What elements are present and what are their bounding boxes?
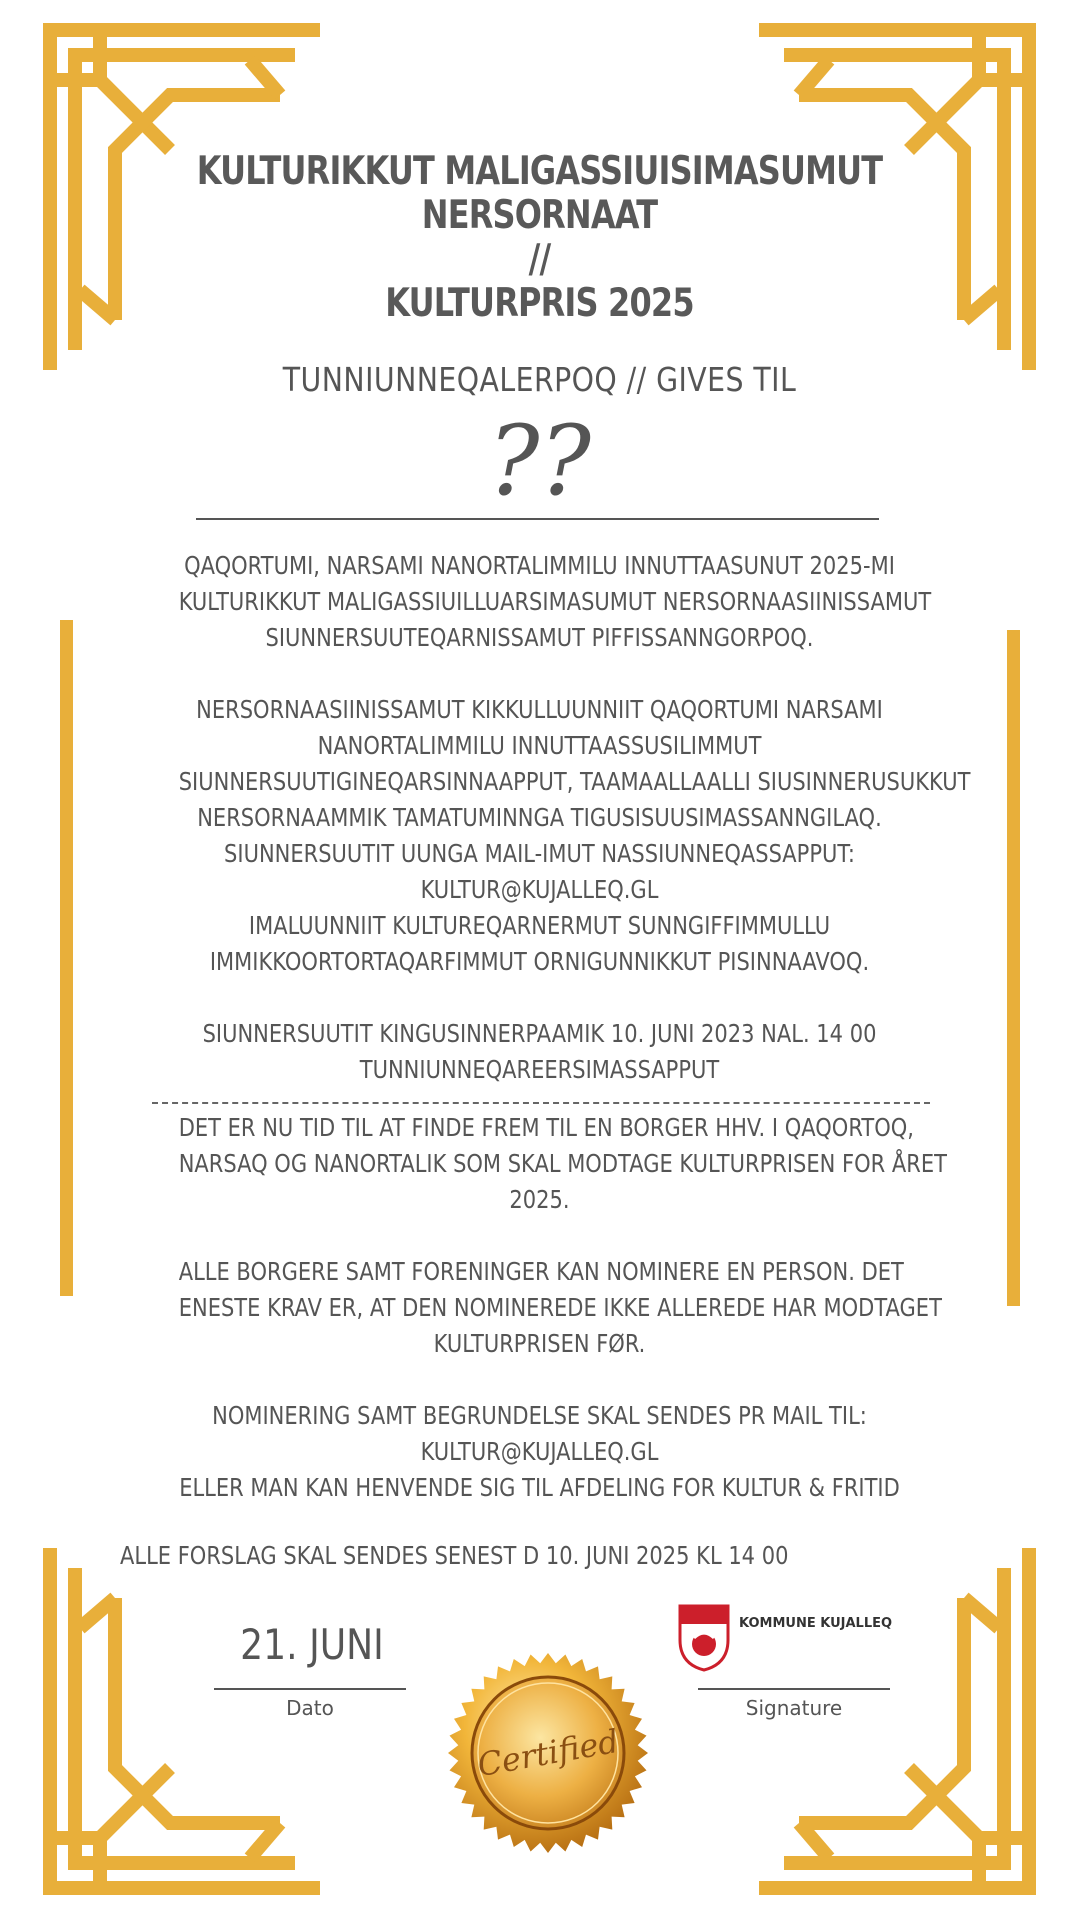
- deadline-text: ALLE FORSLAG SKAL SENDES SENEST D 10. JUNI 2025 KL 14 00: [120, 1541, 789, 1570]
- seal-text: Certified: [474, 1721, 622, 1785]
- danish-text: [110, 1110, 969, 1506]
- title-line: //: [528, 237, 551, 282]
- text-line: 2025.: [509, 1185, 570, 1214]
- nominee-underline: [196, 518, 879, 520]
- text-line: KULTURIKKUT MALIGASSIUILLUARSIMASUMUT NERSORNAASIINISSAMUT: [178, 587, 932, 616]
- date-value: 21. JUNI: [240, 1620, 384, 1669]
- text-line: DET ER NU TID TIL AT FINDE FREM TIL EN BORGER HHV. I QAQORTOQ,: [178, 1113, 914, 1142]
- date-line: [214, 1688, 406, 1690]
- signature-label: Signature: [745, 1696, 843, 1720]
- coat-of-arms-icon: [676, 1602, 732, 1672]
- text-line: NARSAQ OG NANORTALIK SOM SKAL MODTAGE KULTURPRISEN FOR ÅRET: [178, 1149, 947, 1178]
- right-side-bar: [1007, 630, 1020, 1306]
- paragraph-gap: [110, 980, 969, 1016]
- text-line: KULTUR@KUJALLEQ.GL: [420, 875, 659, 904]
- text-line: KULTURPRISEN FØR.: [433, 1329, 646, 1358]
- certified-seal-icon: [443, 1648, 653, 1858]
- kommune-logo: [676, 1602, 896, 1672]
- subtitle: TUNNIUNNEQALERPOQ // GIVES TIL: [282, 360, 797, 399]
- kommune-name: KOMMUNE KUJALLEQ: [739, 1616, 893, 1631]
- text-line: IMALUUNNIIT KULTUREQARNERMUT SUNNGIFFIMMULLU: [248, 911, 831, 940]
- text-line: NERSORNAASIINISSAMUT KIKKULLUUNNIIT QAQORTUMI NARSAMI: [196, 695, 883, 724]
- text-line: SIUNNERSUUTIT UUNGA MAIL-IMUT NASSIUNNEQASSAPPUT:: [224, 839, 855, 868]
- text-line: SIUNNERSUUTIT KINGUSINNERPAAMIK 10. JUNI 2023 NAL. 14 00: [202, 1019, 877, 1048]
- text-line: SIUNNERSUUTEQARNISSAMUT PIFFISSANNGORPOQ.: [265, 623, 814, 652]
- left-side-bar: [60, 620, 73, 1296]
- title-line: KULTURPRIS 2025: [385, 281, 694, 326]
- text-line: ALLE BORGERE SAMT FORENINGER KAN NOMINERE EN PERSON. DET: [178, 1257, 904, 1286]
- text-line: NANORTALIMMILU INNUTTAASSUSILIMMUT: [317, 731, 762, 760]
- title-line: NERSORNAAT: [421, 193, 658, 238]
- text-line: ENESTE KRAV ER, AT DEN NOMINEREDE IKKE ALLEREDE HAR MODTAGET: [178, 1293, 942, 1322]
- dashed-divider: [152, 1102, 930, 1104]
- text-line: NERSORNAAMMIK TAMATUMINNGA TIGUSISUUSIMASSANNGILAQ.: [197, 803, 882, 832]
- text-line: SIUNNERSUUTIGINEQARSINNAAPPUT, TAAMAALLAALLI SIUSINNERUSUKKUT: [178, 767, 971, 796]
- title-line: KULTURIKKUT MALIGASSIUISIMASUMUT: [196, 149, 883, 194]
- text-line: QAQORTUMI, NARSAMI NANORTALIMMILU INNUTTAASUNUT 2025-MI: [184, 551, 895, 580]
- text-line: KULTUR@KUJALLEQ.GL: [420, 1437, 659, 1466]
- text-line: TUNNIUNNEQAREERSIMASSAPPUT: [359, 1055, 720, 1084]
- text-line: ELLER MAN KAN HENVENDE SIG TIL AFDELING FOR KULTUR & FRITID: [179, 1473, 900, 1502]
- nominee-name: ??: [488, 405, 591, 517]
- date-label: Dato: [286, 1696, 334, 1720]
- text-line: NOMINERING SAMT BEGRUNDELSE SKAL SENDES PR MAIL TIL:: [212, 1401, 867, 1430]
- signature-line: [698, 1688, 890, 1690]
- paragraph-gap: [110, 1362, 969, 1398]
- certificate-title: [97, 150, 982, 326]
- paragraph-gap: [110, 656, 969, 692]
- paragraph-gap: [110, 1218, 969, 1254]
- text-line: IMMIKKOORTORTAQARFIMMUT ORNIGUNNIKKUT PISINNAAVOQ.: [209, 947, 870, 976]
- greenlandic-text: [110, 548, 969, 1088]
